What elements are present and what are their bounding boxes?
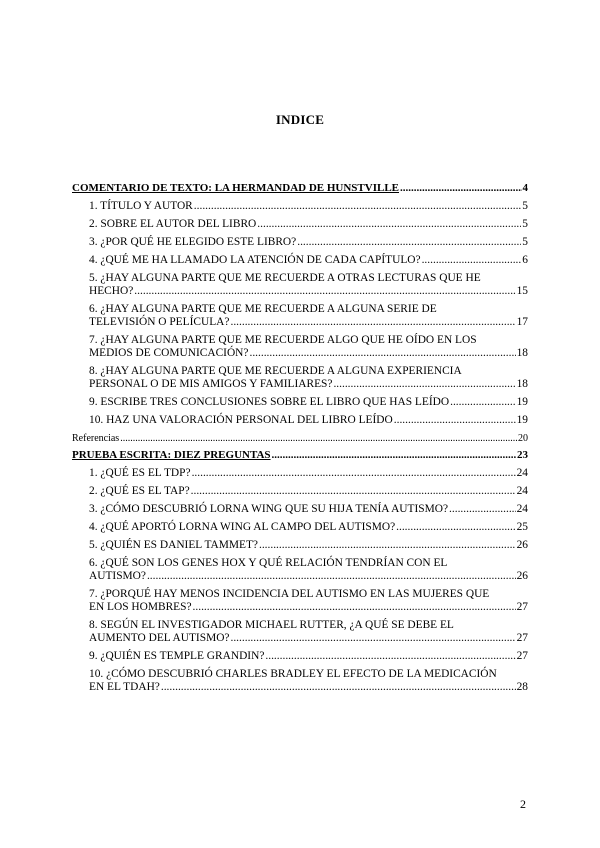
toc-page-number: 15 bbox=[516, 285, 528, 297]
toc-entry[interactable] bbox=[72, 619, 528, 645]
toc-entry[interactable] bbox=[72, 557, 528, 583]
toc-entry-first-line: 6. ¿QUÉ SON LOS GENES HOX Y QUÉ RELACIÓN TENDRÍAN CON EL bbox=[89, 557, 448, 569]
toc-page-number: 17 bbox=[516, 316, 528, 328]
page-title: INDICE bbox=[275, 112, 325, 127]
table-of-contents bbox=[72, 182, 528, 694]
toc-entry[interactable] bbox=[72, 650, 528, 663]
toc-page-number: 18 bbox=[516, 378, 528, 390]
toc-page-number: 27 bbox=[516, 632, 528, 644]
toc-entry-first-line: 10. ¿CÓMO DESCUBRIÓ CHARLES BRADLEY EL EFECTO DE LA MEDICACIÓN bbox=[89, 668, 497, 680]
toc-entry-text: EN LOS HOMBRES? bbox=[89, 601, 192, 613]
toc-entry-text: AUTISMO? bbox=[89, 570, 146, 582]
toc-heading-text: PRUEBA ESCRITA: DIEZ PREGUNTAS bbox=[72, 449, 271, 461]
toc-entry[interactable] bbox=[72, 668, 528, 694]
toc-entry-first-line: 5. ¿HAY ALGUNA PARTE QUE ME RECUERDE A OTRAS LECTURAS QUE HE bbox=[89, 272, 481, 284]
toc-entry[interactable] bbox=[72, 272, 528, 298]
toc-page-number: 26 bbox=[516, 539, 528, 551]
toc-entry-text: 5. ¿QUIÉN ES DANIEL TAMMET? bbox=[89, 539, 258, 551]
toc-entry-text: Referencias bbox=[72, 433, 120, 444]
toc-page-number: 27 bbox=[516, 650, 528, 662]
toc-entry-text: 9. ¿QUIÉN ES TEMPLE GRANDIN? bbox=[89, 650, 265, 662]
toc-entry-text: EN EL TDAH? bbox=[89, 681, 160, 693]
toc-heading-text: COMENTARIO DE TEXTO: LA HERMANDAD DE HUNSTVILLE bbox=[72, 182, 399, 194]
toc-entry-text: 4. ¿QUÉ ME HA LLAMADO LA ATENCIÓN DE CADA CAPÍTULO? bbox=[89, 254, 421, 266]
toc-entry-first-line: 6. ¿HAY ALGUNA PARTE QUE ME RECUERDE A ALGUNA SERIE DE bbox=[89, 303, 437, 315]
toc-page-number: 5 bbox=[522, 218, 528, 230]
toc-page-number: 20 bbox=[518, 433, 528, 444]
toc-entry-text: 1. TÍTULO Y AUTOR bbox=[89, 200, 193, 212]
toc-entry[interactable] bbox=[72, 503, 528, 516]
toc-entry-text: 2. SOBRE EL AUTOR DEL LIBRO bbox=[89, 218, 257, 230]
toc-page-number: 18 bbox=[516, 347, 528, 359]
toc-page-number: 24 bbox=[516, 485, 528, 497]
page-number: 2 bbox=[520, 797, 526, 811]
toc-page-number: 24 bbox=[516, 467, 528, 479]
toc-entry[interactable] bbox=[72, 200, 528, 213]
toc-entry-first-line: 8. SEGÚN EL INVESTIGADOR MICHAEL RUTTER, ¿A QUÉ SE DEBE EL bbox=[89, 619, 454, 631]
toc-entry[interactable] bbox=[72, 218, 528, 231]
toc-entry-text: 4. ¿QUÉ APORTÓ LORNA WING AL CAMPO DEL AUTISMO? bbox=[89, 521, 396, 533]
toc-page-number: 6 bbox=[522, 254, 528, 266]
toc-page-number: 19 bbox=[516, 414, 528, 426]
toc-entry[interactable] bbox=[72, 396, 528, 409]
toc-page-number: 5 bbox=[522, 200, 528, 212]
toc-heading-comentario[interactable] bbox=[72, 182, 528, 195]
toc-page-number: 26 bbox=[516, 570, 528, 582]
toc-entry-text: 9. ESCRIBE TRES CONCLUSIONES SOBRE EL LIBRO QUE HAS LEÍDO bbox=[89, 396, 450, 408]
toc-entry-text: 10. HAZ UNA VALORACIÓN PERSONAL DEL LIBRO LEÍDO bbox=[89, 414, 393, 426]
toc-entry-text: MEDIOS DE COMUNICACIÓN? bbox=[89, 347, 249, 359]
toc-entry-text: 3. ¿CÓMO DESCUBRIÓ LORNA WING QUE SU HIJA TENÍA AUTISMO? bbox=[89, 503, 449, 515]
toc-references[interactable] bbox=[72, 432, 528, 445]
toc-entry-text: TELEVISIÓN O PELÍCULA? bbox=[89, 316, 230, 328]
toc-entry-text: AUMENTO DEL AUTISMO? bbox=[89, 632, 230, 644]
toc-entry-text: 3. ¿POR QUÉ HE ELEGIDO ESTE LIBRO? bbox=[89, 236, 297, 248]
toc-entry[interactable] bbox=[72, 588, 528, 614]
toc-entry[interactable] bbox=[72, 521, 528, 534]
toc-entry-text: PERSONAL O DE MIS AMIGOS Y FAMILIARES? bbox=[89, 378, 333, 390]
toc-page-number: 28 bbox=[516, 681, 528, 693]
toc-page-number: 27 bbox=[516, 601, 528, 613]
toc-entry[interactable] bbox=[72, 539, 528, 552]
toc-entry-first-line: 7. ¿HAY ALGUNA PARTE QUE ME RECUERDE ALGO QUE HE OÍDO EN LOS bbox=[89, 334, 477, 346]
toc-entry[interactable] bbox=[72, 485, 528, 498]
toc-entry[interactable] bbox=[72, 334, 528, 360]
toc-entry[interactable] bbox=[72, 254, 528, 267]
toc-page-number: 24 bbox=[516, 503, 528, 515]
toc-entry[interactable] bbox=[72, 365, 528, 391]
toc-entry[interactable] bbox=[72, 467, 528, 480]
toc-page-number: 25 bbox=[516, 521, 528, 533]
toc-entry-text: 2. ¿QUÉ ES EL TAP? bbox=[89, 485, 190, 497]
toc-entry-first-line: 7. ¿PORQUÉ HAY MENOS INCIDENCIA DEL AUTISMO EN LAS MUJERES QUE bbox=[89, 588, 490, 600]
toc-entry-text: 1. ¿QUÉ ES EL TDP? bbox=[89, 467, 191, 479]
toc-entry-first-line: 8. ¿HAY ALGUNA PARTE QUE ME RECUERDE A ALGUNA EXPERIENCIA bbox=[89, 365, 462, 377]
toc-entry[interactable] bbox=[72, 414, 528, 427]
toc-entry-text: HECHO? bbox=[89, 285, 134, 297]
toc-heading-prueba[interactable] bbox=[72, 449, 528, 462]
toc-page-number: 19 bbox=[516, 396, 528, 408]
toc-page-number: 5 bbox=[522, 236, 528, 248]
toc-entry[interactable] bbox=[72, 303, 528, 329]
toc-entry[interactable] bbox=[72, 236, 528, 249]
toc-page-number: 4 bbox=[522, 182, 528, 194]
toc-page-number: 23 bbox=[517, 449, 528, 461]
